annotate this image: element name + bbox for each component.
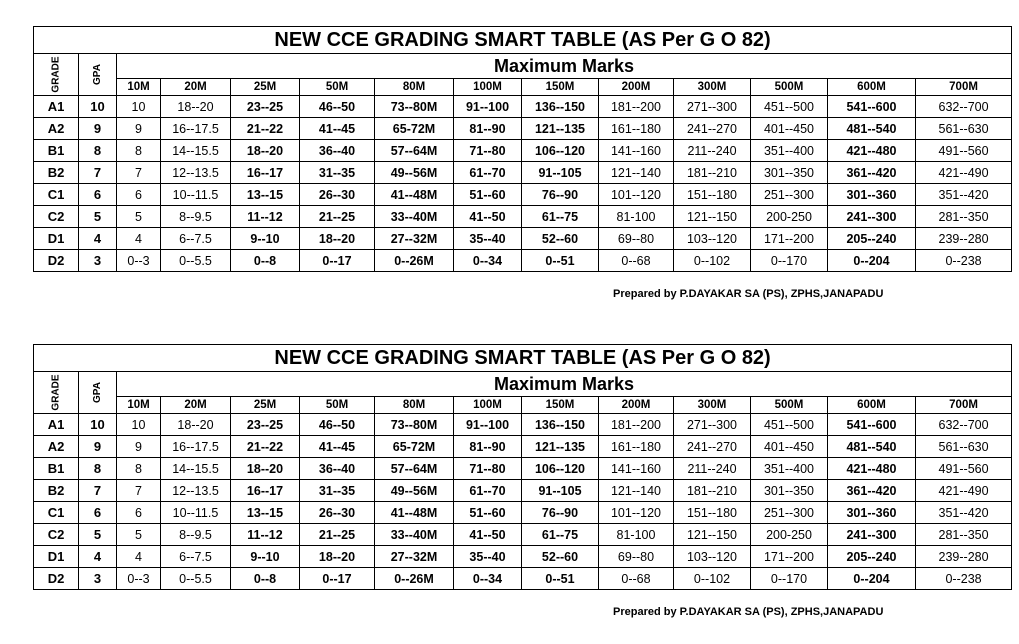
marks-range-cell: 0--34 — [454, 568, 522, 590]
column-header: 500M — [751, 79, 828, 96]
marks-range-cell: 18--20 — [161, 414, 231, 436]
marks-range-cell: 0--170 — [751, 568, 828, 590]
gpa-cell: 6 — [79, 502, 117, 524]
marks-range-cell: 11--12 — [231, 524, 300, 546]
marks-range-cell: 21--25 — [300, 524, 375, 546]
column-header: 100M — [454, 397, 522, 414]
marks-range-cell: 8 — [117, 140, 161, 162]
maximum-marks-header: Maximum Marks — [117, 54, 1012, 79]
marks-range-cell: 69--80 — [599, 228, 674, 250]
gpa-cell: 7 — [79, 480, 117, 502]
marks-range-cell: 91--100 — [454, 96, 522, 118]
marks-range-cell: 121--140 — [599, 480, 674, 502]
column-header: 25M — [231, 79, 300, 96]
grading-table-block-1 — [33, 26, 991, 300]
marks-range-cell: 211--240 — [674, 458, 751, 480]
gpa-cell: 5 — [79, 206, 117, 228]
marks-range-cell: 351--400 — [751, 140, 828, 162]
marks-range-cell: 9--10 — [231, 546, 300, 568]
marks-range-cell: 541--600 — [828, 96, 916, 118]
marks-range-cell: 0--238 — [916, 250, 1012, 272]
marks-range-cell: 26--30 — [300, 502, 375, 524]
marks-range-cell: 101--120 — [599, 502, 674, 524]
marks-range-cell: 69--80 — [599, 546, 674, 568]
marks-range-cell: 0--238 — [916, 568, 1012, 590]
marks-range-cell: 18--20 — [231, 458, 300, 480]
marks-range-cell: 271--300 — [674, 96, 751, 118]
marks-range-cell: 0--170 — [751, 250, 828, 272]
column-header: 150M — [522, 397, 599, 414]
marks-range-cell: 151--180 — [674, 502, 751, 524]
grade-cell: C2 — [34, 524, 79, 546]
grade-cell: A1 — [34, 96, 79, 118]
marks-range-cell: 13--15 — [231, 184, 300, 206]
marks-range-cell: 271--300 — [674, 414, 751, 436]
marks-range-cell: 7 — [117, 480, 161, 502]
table-row — [34, 140, 1012, 162]
marks-range-cell: 14--15.5 — [161, 458, 231, 480]
marks-range-cell: 7 — [117, 162, 161, 184]
marks-range-cell: 81--90 — [454, 436, 522, 458]
marks-range-cell: 301--360 — [828, 502, 916, 524]
marks-range-cell: 73--80M — [375, 414, 454, 436]
marks-range-cell: 281--350 — [916, 206, 1012, 228]
marks-range-cell: 421--480 — [828, 458, 916, 480]
marks-range-cell: 541--600 — [828, 414, 916, 436]
marks-range-cell: 41--45 — [300, 436, 375, 458]
marks-range-cell: 4 — [117, 546, 161, 568]
marks-range-cell: 10--11.5 — [161, 502, 231, 524]
marks-range-cell: 18--20 — [300, 228, 375, 250]
marks-range-cell: 27--32M — [375, 228, 454, 250]
marks-range-cell: 103--120 — [674, 546, 751, 568]
column-header: 80M — [375, 79, 454, 96]
column-header: 500M — [751, 397, 828, 414]
marks-range-cell: 151--180 — [674, 184, 751, 206]
marks-range-cell: 136--150 — [522, 96, 599, 118]
grade-cell: D1 — [34, 228, 79, 250]
marks-range-cell: 171--200 — [751, 228, 828, 250]
table-row — [34, 414, 1012, 436]
marks-range-cell: 200-250 — [751, 524, 828, 546]
marks-range-cell: 211--240 — [674, 140, 751, 162]
gpa-cell: 8 — [79, 458, 117, 480]
marks-range-cell: 35--40 — [454, 546, 522, 568]
table-title: NEW CCE GRADING SMART TABLE (AS Per G O 82) — [34, 27, 1012, 54]
marks-range-cell: 36--40 — [300, 140, 375, 162]
table-row — [34, 502, 1012, 524]
marks-range-cell: 8--9.5 — [161, 524, 231, 546]
marks-range-cell: 10--11.5 — [161, 184, 231, 206]
marks-range-cell: 13--15 — [231, 502, 300, 524]
marks-range-cell: 401--450 — [751, 436, 828, 458]
gpa-cell: 7 — [79, 162, 117, 184]
marks-range-cell: 31--35 — [300, 480, 375, 502]
marks-range-cell: 61--70 — [454, 480, 522, 502]
marks-range-cell: 121--135 — [522, 118, 599, 140]
marks-range-cell: 33--40M — [375, 524, 454, 546]
marks-range-cell: 0--8 — [231, 568, 300, 590]
marks-range-cell: 632--700 — [916, 414, 1012, 436]
gpa-header: GPA — [79, 54, 117, 96]
table-title: NEW CCE GRADING SMART TABLE (AS Per G O 82) — [34, 345, 1012, 372]
marks-range-cell: 41--48M — [375, 502, 454, 524]
marks-range-cell: 18--20 — [231, 140, 300, 162]
grade-cell: D2 — [34, 250, 79, 272]
grade-cell: C2 — [34, 206, 79, 228]
marks-range-cell: 81--90 — [454, 118, 522, 140]
marks-range-cell: 9--10 — [231, 228, 300, 250]
marks-range-cell: 52--60 — [522, 228, 599, 250]
table-row — [34, 480, 1012, 502]
marks-range-cell: 241--300 — [828, 206, 916, 228]
marks-range-cell: 52--60 — [522, 546, 599, 568]
marks-range-cell: 71--80 — [454, 140, 522, 162]
column-header: 300M — [674, 79, 751, 96]
marks-range-cell: 23--25 — [231, 414, 300, 436]
marks-range-cell: 12--13.5 — [161, 480, 231, 502]
marks-range-cell: 0--68 — [599, 568, 674, 590]
table-row — [34, 568, 1012, 590]
marks-range-cell: 6 — [117, 502, 161, 524]
marks-range-cell: 205--240 — [828, 546, 916, 568]
table-row — [34, 228, 1012, 250]
column-header: 10M — [117, 79, 161, 96]
grade-cell: C1 — [34, 184, 79, 206]
marks-range-cell: 0--3 — [117, 568, 161, 590]
grade-cell: D1 — [34, 546, 79, 568]
marks-range-cell: 49--56M — [375, 162, 454, 184]
gpa-cell: 5 — [79, 524, 117, 546]
marks-range-cell: 5 — [117, 206, 161, 228]
marks-range-cell: 10 — [117, 414, 161, 436]
marks-range-cell: 0--8 — [231, 250, 300, 272]
marks-range-cell: 0--17 — [300, 568, 375, 590]
gpa-cell: 10 — [79, 414, 117, 436]
marks-range-cell: 491--560 — [916, 140, 1012, 162]
grade-header: GRADE — [34, 54, 79, 96]
marks-range-cell: 46--50 — [300, 96, 375, 118]
marks-range-cell: 41--50 — [454, 524, 522, 546]
marks-range-cell: 239--280 — [916, 546, 1012, 568]
marks-range-cell: 0--102 — [674, 250, 751, 272]
column-header: 80M — [375, 397, 454, 414]
grading-table — [33, 26, 1012, 272]
marks-range-cell: 91--105 — [522, 480, 599, 502]
marks-range-cell: 6 — [117, 184, 161, 206]
marks-range-cell: 451--500 — [751, 96, 828, 118]
marks-range-cell: 65-72M — [375, 118, 454, 140]
table-row — [34, 96, 1012, 118]
marks-range-cell: 46--50 — [300, 414, 375, 436]
marks-range-cell: 361--420 — [828, 480, 916, 502]
grade-cell: C1 — [34, 502, 79, 524]
marks-range-cell: 0--51 — [522, 250, 599, 272]
marks-range-cell: 205--240 — [828, 228, 916, 250]
marks-range-cell: 141--160 — [599, 458, 674, 480]
table-row — [34, 184, 1012, 206]
marks-range-cell: 0--204 — [828, 250, 916, 272]
marks-range-cell: 76--90 — [522, 184, 599, 206]
marks-range-cell: 61--75 — [522, 524, 599, 546]
marks-range-cell: 0--204 — [828, 568, 916, 590]
gpa-header: GPA — [79, 372, 117, 414]
column-header: 700M — [916, 397, 1012, 414]
marks-range-cell: 121--150 — [674, 206, 751, 228]
marks-range-cell: 57--64M — [375, 140, 454, 162]
marks-range-cell: 181--200 — [599, 96, 674, 118]
marks-range-cell: 141--160 — [599, 140, 674, 162]
marks-range-cell: 241--270 — [674, 436, 751, 458]
marks-range-cell: 121--135 — [522, 436, 599, 458]
grading-table — [33, 344, 1012, 590]
table-row — [34, 162, 1012, 184]
marks-range-cell: 12--13.5 — [161, 162, 231, 184]
marks-range-cell: 0--102 — [674, 568, 751, 590]
marks-range-cell: 71--80 — [454, 458, 522, 480]
marks-range-cell: 281--350 — [916, 524, 1012, 546]
prepared-by-credit: Prepared by P.DAYAKAR SA (PS), ZPHS,JANAPADU — [613, 288, 884, 300]
marks-range-cell: 181--210 — [674, 480, 751, 502]
marks-range-cell: 181--210 — [674, 162, 751, 184]
gpa-cell: 6 — [79, 184, 117, 206]
marks-range-cell: 101--120 — [599, 184, 674, 206]
marks-range-cell: 10 — [117, 96, 161, 118]
marks-range-cell: 161--180 — [599, 436, 674, 458]
marks-range-cell: 35--40 — [454, 228, 522, 250]
maximum-marks-header: Maximum Marks — [117, 372, 1012, 397]
gpa-cell: 9 — [79, 436, 117, 458]
table-row — [34, 118, 1012, 140]
marks-range-cell: 421--490 — [916, 162, 1012, 184]
marks-range-cell: 57--64M — [375, 458, 454, 480]
table-row — [34, 206, 1012, 228]
marks-range-cell: 41--50 — [454, 206, 522, 228]
table-row — [34, 250, 1012, 272]
table-row — [34, 546, 1012, 568]
marks-range-cell: 16--17.5 — [161, 118, 231, 140]
marks-range-cell: 351--420 — [916, 184, 1012, 206]
column-header: 100M — [454, 79, 522, 96]
grade-cell: A2 — [34, 118, 79, 140]
marks-range-cell: 6--7.5 — [161, 546, 231, 568]
marks-range-cell: 161--180 — [599, 118, 674, 140]
marks-range-cell: 251--300 — [751, 502, 828, 524]
marks-range-cell: 61--70 — [454, 162, 522, 184]
marks-range-cell: 8 — [117, 458, 161, 480]
column-header: 25M — [231, 397, 300, 414]
column-header: 50M — [300, 79, 375, 96]
marks-range-cell: 0--34 — [454, 250, 522, 272]
marks-range-cell: 0--5.5 — [161, 568, 231, 590]
marks-range-cell: 11--12 — [231, 206, 300, 228]
marks-range-cell: 136--150 — [522, 414, 599, 436]
grade-cell: A1 — [34, 414, 79, 436]
marks-range-cell: 16--17.5 — [161, 436, 231, 458]
marks-range-cell: 9 — [117, 436, 161, 458]
gpa-cell: 4 — [79, 546, 117, 568]
column-header: 300M — [674, 397, 751, 414]
grade-cell: A2 — [34, 436, 79, 458]
marks-range-cell: 241--270 — [674, 118, 751, 140]
marks-range-cell: 301--350 — [751, 162, 828, 184]
table-row — [34, 458, 1012, 480]
marks-range-cell: 0--26M — [375, 568, 454, 590]
column-header-row — [34, 79, 1012, 96]
marks-range-cell: 73--80M — [375, 96, 454, 118]
marks-range-cell: 301--360 — [828, 184, 916, 206]
marks-range-cell: 81-100 — [599, 524, 674, 546]
marks-range-cell: 481--540 — [828, 118, 916, 140]
column-header: 50M — [300, 397, 375, 414]
marks-range-cell: 401--450 — [751, 118, 828, 140]
grade-cell: B1 — [34, 140, 79, 162]
column-header: 20M — [161, 397, 231, 414]
marks-range-cell: 91--105 — [522, 162, 599, 184]
marks-range-cell: 41--48M — [375, 184, 454, 206]
marks-range-cell: 171--200 — [751, 546, 828, 568]
gpa-cell: 3 — [79, 250, 117, 272]
marks-range-cell: 106--120 — [522, 458, 599, 480]
marks-range-cell: 0--26M — [375, 250, 454, 272]
marks-range-cell: 91--100 — [454, 414, 522, 436]
grading-table-block-2 — [33, 344, 991, 618]
grade-cell: B2 — [34, 162, 79, 184]
marks-range-cell: 6--7.5 — [161, 228, 231, 250]
marks-range-cell: 121--150 — [674, 524, 751, 546]
marks-range-cell: 76--90 — [522, 502, 599, 524]
column-header: 600M — [828, 79, 916, 96]
marks-range-cell: 351--400 — [751, 458, 828, 480]
marks-range-cell: 351--420 — [916, 502, 1012, 524]
marks-range-cell: 81-100 — [599, 206, 674, 228]
marks-range-cell: 4 — [117, 228, 161, 250]
marks-range-cell: 26--30 — [300, 184, 375, 206]
marks-range-cell: 16--17 — [231, 480, 300, 502]
gpa-cell: 9 — [79, 118, 117, 140]
marks-range-cell: 421--490 — [916, 480, 1012, 502]
marks-range-cell: 301--350 — [751, 480, 828, 502]
marks-range-cell: 65-72M — [375, 436, 454, 458]
marks-range-cell: 49--56M — [375, 480, 454, 502]
marks-range-cell: 241--300 — [828, 524, 916, 546]
marks-range-cell: 106--120 — [522, 140, 599, 162]
marks-range-cell: 27--32M — [375, 546, 454, 568]
marks-range-cell: 561--630 — [916, 436, 1012, 458]
gpa-cell: 8 — [79, 140, 117, 162]
column-header-row — [34, 397, 1012, 414]
marks-range-cell: 31--35 — [300, 162, 375, 184]
prepared-by-credit: Prepared by P.DAYAKAR SA (PS), ZPHS,JANAPADU — [613, 606, 884, 618]
marks-range-cell: 0--51 — [522, 568, 599, 590]
marks-range-cell: 8--9.5 — [161, 206, 231, 228]
marks-range-cell: 181--200 — [599, 414, 674, 436]
column-header: 700M — [916, 79, 1012, 96]
marks-range-cell: 632--700 — [916, 96, 1012, 118]
marks-range-cell: 561--630 — [916, 118, 1012, 140]
marks-range-cell: 18--20 — [161, 96, 231, 118]
marks-range-cell: 51--60 — [454, 184, 522, 206]
marks-range-cell: 51--60 — [454, 502, 522, 524]
table-row — [34, 436, 1012, 458]
marks-range-cell: 18--20 — [300, 546, 375, 568]
marks-range-cell: 33--40M — [375, 206, 454, 228]
marks-range-cell: 21--22 — [231, 118, 300, 140]
marks-range-cell: 41--45 — [300, 118, 375, 140]
marks-range-cell: 61--75 — [522, 206, 599, 228]
column-header: 150M — [522, 79, 599, 96]
marks-range-cell: 200-250 — [751, 206, 828, 228]
grade-cell: B2 — [34, 480, 79, 502]
table-row — [34, 524, 1012, 546]
gpa-cell: 10 — [79, 96, 117, 118]
marks-range-cell: 16--17 — [231, 162, 300, 184]
marks-range-cell: 491--560 — [916, 458, 1012, 480]
marks-range-cell: 251--300 — [751, 184, 828, 206]
gpa-cell: 3 — [79, 568, 117, 590]
marks-range-cell: 421--480 — [828, 140, 916, 162]
marks-range-cell: 0--5.5 — [161, 250, 231, 272]
column-header: 600M — [828, 397, 916, 414]
marks-range-cell: 14--15.5 — [161, 140, 231, 162]
column-header: 20M — [161, 79, 231, 96]
grade-cell: B1 — [34, 458, 79, 480]
marks-range-cell: 21--25 — [300, 206, 375, 228]
marks-range-cell: 36--40 — [300, 458, 375, 480]
marks-range-cell: 0--3 — [117, 250, 161, 272]
marks-range-cell: 239--280 — [916, 228, 1012, 250]
column-header: 200M — [599, 397, 674, 414]
gpa-cell: 4 — [79, 228, 117, 250]
marks-range-cell: 121--140 — [599, 162, 674, 184]
marks-range-cell: 0--68 — [599, 250, 674, 272]
marks-range-cell: 21--22 — [231, 436, 300, 458]
marks-range-cell: 103--120 — [674, 228, 751, 250]
column-header: 200M — [599, 79, 674, 96]
marks-range-cell: 9 — [117, 118, 161, 140]
marks-range-cell: 5 — [117, 524, 161, 546]
column-header: 10M — [117, 397, 161, 414]
grade-header: GRADE — [34, 372, 79, 414]
marks-range-cell: 0--17 — [300, 250, 375, 272]
marks-range-cell: 23--25 — [231, 96, 300, 118]
marks-range-cell: 481--540 — [828, 436, 916, 458]
marks-range-cell: 451--500 — [751, 414, 828, 436]
marks-range-cell: 361--420 — [828, 162, 916, 184]
grade-cell: D2 — [34, 568, 79, 590]
